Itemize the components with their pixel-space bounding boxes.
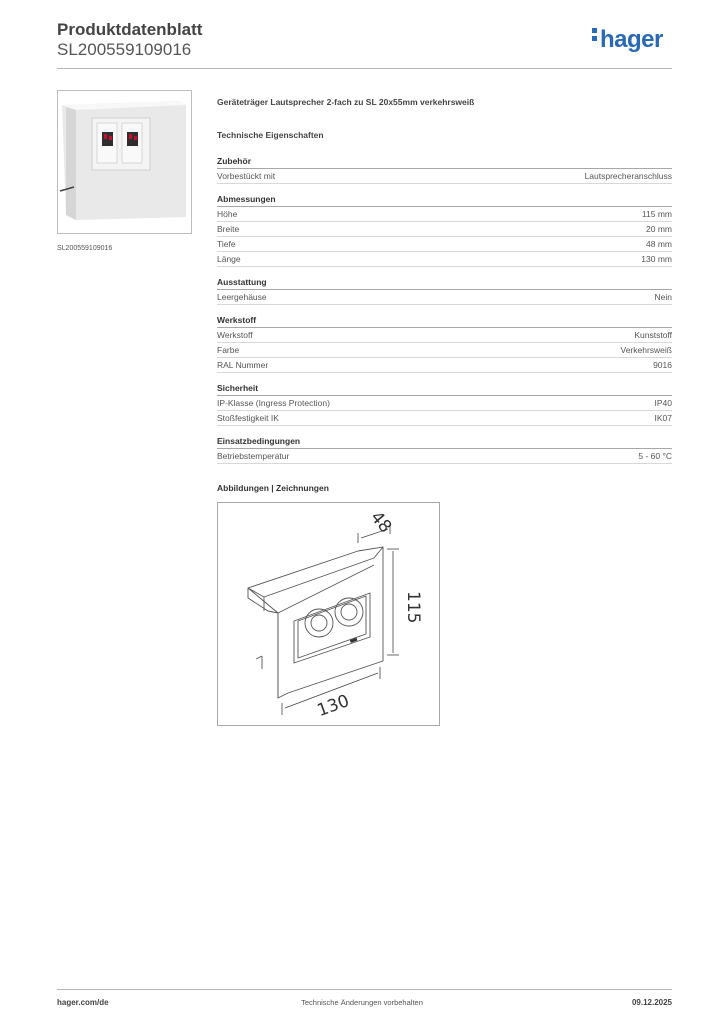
logo-text: hager <box>600 26 663 53</box>
row-value: Nein <box>654 292 672 302</box>
row-value: IP40 <box>654 398 672 408</box>
dimension-height: 115 <box>403 591 423 624</box>
row-label: IP-Klasse (Ingress Protection) <box>217 398 330 408</box>
section-title: Sicherheit <box>217 382 672 396</box>
section-title: Ausstattung <box>217 276 672 290</box>
section-einsatzbedingungen <box>217 435 672 464</box>
row-value: 115 mm <box>641 209 672 219</box>
brand-logo[interactable] <box>592 26 663 54</box>
drawings-heading: Abbildungen | Zeichnungen <box>217 483 329 493</box>
row-label: Breite <box>217 224 240 234</box>
section-title: Werkstoff <box>217 314 672 328</box>
section-sicherheit <box>217 382 672 426</box>
section-zubehoer <box>217 155 672 184</box>
table-row <box>217 328 672 343</box>
row-value: 5 - 60 °C <box>638 451 672 461</box>
row-value: Verkehrsweiß <box>620 345 672 355</box>
row-label: Leergehäuse <box>217 292 267 302</box>
footer-divider <box>57 989 672 990</box>
row-value: 20 mm <box>646 224 672 234</box>
product-title: Geräteträger Lautsprecher 2-fach zu SL 20x55mm verkehrsweiß <box>217 97 475 107</box>
product-photo <box>57 90 192 234</box>
section-werkstoff <box>217 314 672 373</box>
table-row <box>217 222 672 237</box>
row-value: IK07 <box>654 413 672 423</box>
table-row <box>217 396 672 411</box>
section-title: Abmessungen <box>217 193 672 207</box>
page-title: Produktdatenblatt <box>57 20 203 39</box>
section-title: Einsatzbedingungen <box>217 435 672 449</box>
dimension-length: 130 <box>314 691 352 722</box>
technical-properties-heading: Technische Eigenschaften <box>217 130 324 140</box>
row-value: Lautsprecheranschluss <box>584 171 672 181</box>
row-value: Kunststoff <box>634 330 672 340</box>
header-divider <box>57 68 672 69</box>
logo-dots-icon <box>592 28 598 44</box>
table-row <box>217 449 672 464</box>
row-label: Länge <box>217 254 241 264</box>
section-ausstattung <box>217 276 672 305</box>
dimension-depth: 48 <box>366 507 396 537</box>
table-row <box>217 237 672 252</box>
row-value: 130 mm <box>641 254 672 264</box>
row-label: Farbe <box>217 345 240 355</box>
row-label: Vorbestückt mit <box>217 171 276 181</box>
section-abmessungen <box>217 193 672 267</box>
product-sku: SL200559109016 <box>57 40 192 59</box>
photo-caption: SL200559109016 <box>57 245 113 252</box>
footer-date: 09.12.2025 <box>631 998 672 1007</box>
row-label: Werkstoff <box>217 330 253 340</box>
row-value: 9016 <box>653 360 672 370</box>
row-value: 48 mm <box>646 239 672 249</box>
table-row <box>217 169 672 184</box>
technical-drawing <box>217 502 440 726</box>
row-label: Höhe <box>217 209 238 219</box>
table-row <box>217 207 672 222</box>
table-row <box>217 343 672 358</box>
row-label: Betriebstemperatur <box>217 451 290 461</box>
footer-notice: Technische Änderungen vorbehalten <box>301 998 423 1007</box>
row-label: Tiefe <box>217 239 236 249</box>
table-row <box>217 252 672 267</box>
table-row <box>217 358 672 373</box>
footer-website-link[interactable]: hager.com/de <box>57 998 109 1007</box>
section-title: Zubehör <box>217 155 672 169</box>
table-row <box>217 290 672 305</box>
row-label: Stoßfestigkeit IK <box>217 413 279 423</box>
row-label: RAL Nummer <box>217 360 269 370</box>
table-row <box>217 411 672 426</box>
